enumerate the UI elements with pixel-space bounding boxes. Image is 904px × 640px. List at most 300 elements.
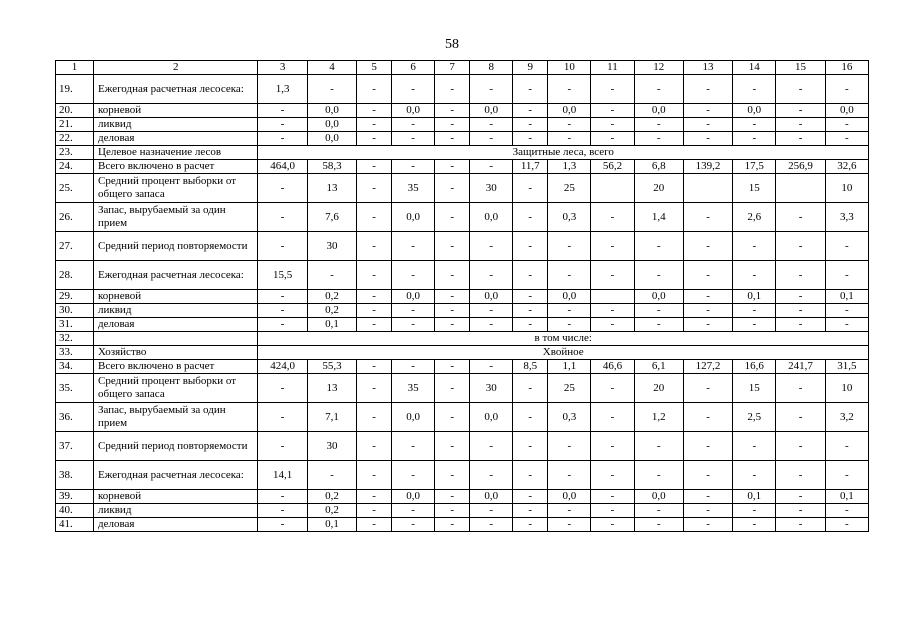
table-cell: - bbox=[392, 432, 435, 461]
row-number: 27. bbox=[56, 232, 94, 261]
table-cell: - bbox=[683, 75, 732, 104]
row-label: Ежегодная расчетная лесосека: bbox=[94, 461, 258, 490]
table-cell: - bbox=[733, 261, 776, 290]
table-cell: 30 bbox=[470, 374, 513, 403]
table-cell: - bbox=[776, 504, 825, 518]
table-cell: - bbox=[470, 160, 513, 174]
table-cell: - bbox=[392, 160, 435, 174]
table-cell: - bbox=[548, 75, 591, 104]
row-number: 34. bbox=[56, 360, 94, 374]
table-cell: - bbox=[634, 504, 683, 518]
table-cell: - bbox=[776, 318, 825, 332]
table-cell: - bbox=[470, 304, 513, 318]
table-cell: - bbox=[513, 374, 548, 403]
table-cell: - bbox=[435, 75, 470, 104]
table-cell: 58,3 bbox=[307, 160, 356, 174]
forest-data-table bbox=[55, 60, 869, 532]
table-cell: 0,0 bbox=[392, 490, 435, 504]
row-label: Запас, вырубаемый за один прием bbox=[94, 203, 258, 232]
table-cell: 0,1 bbox=[307, 318, 356, 332]
table-cell: 241,7 bbox=[776, 360, 825, 374]
column-header: 14 bbox=[733, 61, 776, 75]
table-cell: - bbox=[513, 132, 548, 146]
table-cell: - bbox=[513, 290, 548, 304]
column-header: 2 bbox=[94, 61, 258, 75]
table-cell: - bbox=[435, 203, 470, 232]
table-cell: - bbox=[435, 104, 470, 118]
table-cell: - bbox=[357, 403, 392, 432]
table-cell bbox=[776, 174, 825, 203]
table-cell: - bbox=[548, 504, 591, 518]
table-cell: - bbox=[776, 461, 825, 490]
table-cell: - bbox=[357, 304, 392, 318]
table-cell: - bbox=[634, 75, 683, 104]
table-cell: 3,2 bbox=[825, 403, 868, 432]
row-number: 31. bbox=[56, 318, 94, 332]
table-cell: - bbox=[591, 304, 634, 318]
table-row bbox=[56, 261, 869, 290]
column-header: 15 bbox=[776, 61, 825, 75]
table-cell bbox=[683, 174, 732, 203]
table-row bbox=[56, 75, 869, 104]
table-cell: - bbox=[591, 504, 634, 518]
table-cell: - bbox=[776, 232, 825, 261]
table-cell: - bbox=[733, 304, 776, 318]
column-header: 10 bbox=[548, 61, 591, 75]
table-row bbox=[56, 203, 869, 232]
table-cell bbox=[591, 290, 634, 304]
table-cell: - bbox=[683, 403, 732, 432]
table-row bbox=[56, 461, 869, 490]
table-cell: 464,0 bbox=[258, 160, 307, 174]
row-label: Хозяйство bbox=[94, 346, 258, 360]
table-cell: - bbox=[683, 504, 732, 518]
table-cell: 0,0 bbox=[634, 290, 683, 304]
table-cell: - bbox=[392, 232, 435, 261]
table-cell: - bbox=[825, 518, 868, 532]
table-cell: - bbox=[307, 261, 356, 290]
row-number: 23. bbox=[56, 146, 94, 160]
row-label: Средний период повторяемости bbox=[94, 232, 258, 261]
table-cell: - bbox=[435, 118, 470, 132]
table-cell: - bbox=[470, 360, 513, 374]
table-cell: - bbox=[392, 75, 435, 104]
table-cell: 0,0 bbox=[548, 490, 591, 504]
table-cell: - bbox=[392, 360, 435, 374]
table-cell: 56,2 bbox=[591, 160, 634, 174]
column-header: 6 bbox=[392, 61, 435, 75]
table-cell: - bbox=[258, 174, 307, 203]
table-cell: - bbox=[470, 261, 513, 290]
table-cell: - bbox=[513, 104, 548, 118]
table-row bbox=[56, 160, 869, 174]
table-cell: 8,5 bbox=[513, 360, 548, 374]
table-cell: - bbox=[825, 504, 868, 518]
table-cell: 0,1 bbox=[733, 290, 776, 304]
table-cell: 0,3 bbox=[548, 203, 591, 232]
table-cell: - bbox=[591, 232, 634, 261]
table-cell: - bbox=[591, 461, 634, 490]
table-cell: - bbox=[513, 432, 548, 461]
table-cell: - bbox=[591, 318, 634, 332]
table-cell: - bbox=[470, 504, 513, 518]
table-cell: - bbox=[258, 304, 307, 318]
table-cell: 0,0 bbox=[307, 118, 356, 132]
page-number: 58 bbox=[445, 37, 459, 52]
table-cell: - bbox=[392, 304, 435, 318]
table-cell: - bbox=[435, 360, 470, 374]
table-cell: - bbox=[258, 203, 307, 232]
row-label: Запас, вырубаемый за один прием bbox=[94, 403, 258, 432]
table-cell: 11,7 bbox=[513, 160, 548, 174]
column-header: 12 bbox=[634, 61, 683, 75]
table-cell: - bbox=[634, 318, 683, 332]
table-cell: - bbox=[513, 203, 548, 232]
table-cell: - bbox=[733, 504, 776, 518]
table-cell: - bbox=[683, 203, 732, 232]
row-number: 35. bbox=[56, 374, 94, 403]
table-cell: 13 bbox=[307, 174, 356, 203]
table-cell: - bbox=[513, 318, 548, 332]
table-cell: - bbox=[435, 132, 470, 146]
row-label: Всего включено в расчет bbox=[94, 160, 258, 174]
table-cell: - bbox=[357, 318, 392, 332]
row-label: деловая bbox=[94, 518, 258, 532]
table-cell: 127,2 bbox=[683, 360, 732, 374]
table-cell: - bbox=[733, 232, 776, 261]
row-number: 26. bbox=[56, 203, 94, 232]
table-cell: - bbox=[357, 360, 392, 374]
table-cell: 35 bbox=[392, 174, 435, 203]
table-cell: 0,0 bbox=[307, 104, 356, 118]
row-number: 32. bbox=[56, 332, 94, 346]
table-cell: 0,0 bbox=[392, 290, 435, 304]
table-cell: - bbox=[634, 304, 683, 318]
row-number: 40. bbox=[56, 504, 94, 518]
row-label: деловая bbox=[94, 132, 258, 146]
table-row bbox=[56, 504, 869, 518]
table-cell: 15 bbox=[733, 174, 776, 203]
row-number: 39. bbox=[56, 490, 94, 504]
table-cell: 25 bbox=[548, 374, 591, 403]
table-cell: - bbox=[548, 118, 591, 132]
table-cell: 0,0 bbox=[825, 104, 868, 118]
table-cell: 3,3 bbox=[825, 203, 868, 232]
table-cell: 32,6 bbox=[825, 160, 868, 174]
table-cell: - bbox=[591, 432, 634, 461]
table-cell: - bbox=[470, 432, 513, 461]
table-cell: - bbox=[357, 118, 392, 132]
table-cell: - bbox=[470, 461, 513, 490]
row-number: 36. bbox=[56, 403, 94, 432]
table-cell: - bbox=[357, 203, 392, 232]
table-cell: 0,1 bbox=[825, 490, 868, 504]
table-row bbox=[56, 432, 869, 461]
table-cell: - bbox=[591, 374, 634, 403]
table-row bbox=[56, 374, 869, 403]
merged-cell: Хвойное bbox=[258, 346, 869, 360]
table-cell: 15 bbox=[733, 374, 776, 403]
table-cell: 7,6 bbox=[307, 203, 356, 232]
table-cell: 0,0 bbox=[470, 104, 513, 118]
table-row bbox=[56, 403, 869, 432]
table-cell: - bbox=[513, 118, 548, 132]
table-cell: 0,0 bbox=[470, 403, 513, 432]
table-cell: - bbox=[357, 104, 392, 118]
table-cell: 55,3 bbox=[307, 360, 356, 374]
table-cell: - bbox=[825, 461, 868, 490]
table-cell: - bbox=[683, 318, 732, 332]
table-row bbox=[56, 360, 869, 374]
table-row bbox=[56, 104, 869, 118]
row-label: деловая bbox=[94, 318, 258, 332]
table-cell: - bbox=[258, 104, 307, 118]
table-cell: 35 bbox=[392, 374, 435, 403]
table-row bbox=[56, 332, 869, 346]
table-cell: 46,6 bbox=[591, 360, 634, 374]
table-cell: - bbox=[470, 232, 513, 261]
table-cell: - bbox=[683, 104, 732, 118]
table-cell: - bbox=[258, 132, 307, 146]
table-cell: 0,2 bbox=[307, 290, 356, 304]
table-cell: 0,0 bbox=[392, 403, 435, 432]
table-cell: - bbox=[683, 118, 732, 132]
table-cell: 0,0 bbox=[392, 203, 435, 232]
table-cell: 1,1 bbox=[548, 360, 591, 374]
table-cell: - bbox=[435, 490, 470, 504]
column-header: 8 bbox=[470, 61, 513, 75]
table-cell: - bbox=[435, 232, 470, 261]
table-cell: - bbox=[683, 232, 732, 261]
table-cell: - bbox=[513, 75, 548, 104]
table-cell: - bbox=[435, 174, 470, 203]
table-cell: 31,5 bbox=[825, 360, 868, 374]
table-cell: - bbox=[470, 318, 513, 332]
table-row bbox=[56, 304, 869, 318]
table-cell: - bbox=[776, 304, 825, 318]
table-cell: - bbox=[392, 518, 435, 532]
table-row bbox=[56, 118, 869, 132]
table-cell: 10 bbox=[825, 174, 868, 203]
table-cell: - bbox=[733, 318, 776, 332]
table-cell: - bbox=[513, 504, 548, 518]
table-cell: - bbox=[591, 132, 634, 146]
table-cell: - bbox=[357, 518, 392, 532]
table-cell: - bbox=[392, 132, 435, 146]
table-cell: 13 bbox=[307, 374, 356, 403]
table-cell: 0,0 bbox=[634, 490, 683, 504]
table-cell: - bbox=[513, 232, 548, 261]
row-number: 30. bbox=[56, 304, 94, 318]
table-cell: 0,0 bbox=[392, 104, 435, 118]
column-header: 7 bbox=[435, 61, 470, 75]
table-cell: - bbox=[776, 132, 825, 146]
table-cell: - bbox=[357, 374, 392, 403]
row-label: ликвид bbox=[94, 118, 258, 132]
table-cell: - bbox=[591, 75, 634, 104]
table-cell: - bbox=[392, 261, 435, 290]
table-cell: - bbox=[548, 261, 591, 290]
table-cell: 2,5 bbox=[733, 403, 776, 432]
table-cell: - bbox=[357, 132, 392, 146]
row-number: 28. bbox=[56, 261, 94, 290]
table-cell: 0,2 bbox=[307, 304, 356, 318]
table-cell: - bbox=[357, 290, 392, 304]
table-cell: 139,2 bbox=[683, 160, 732, 174]
table-cell: - bbox=[513, 461, 548, 490]
table-row bbox=[56, 174, 869, 203]
table-cell: - bbox=[258, 403, 307, 432]
table-row bbox=[56, 346, 869, 360]
table-cell: - bbox=[683, 374, 732, 403]
table-cell: 30 bbox=[470, 174, 513, 203]
table-cell: - bbox=[513, 403, 548, 432]
table-cell: - bbox=[683, 432, 732, 461]
table-cell: - bbox=[825, 304, 868, 318]
table-cell: 25 bbox=[548, 174, 591, 203]
table-cell: 0,1 bbox=[307, 518, 356, 532]
row-label: Средний процент выборки от общего запаса bbox=[94, 374, 258, 403]
table-cell: - bbox=[258, 374, 307, 403]
table-cell: 0,0 bbox=[733, 104, 776, 118]
table-cell: - bbox=[548, 132, 591, 146]
table-cell: - bbox=[776, 203, 825, 232]
table-cell: - bbox=[548, 318, 591, 332]
merged-cell: Защитные леса, всего bbox=[258, 146, 869, 160]
table-cell: - bbox=[435, 432, 470, 461]
table-cell: - bbox=[776, 518, 825, 532]
table-cell: - bbox=[634, 118, 683, 132]
table-cell: 0,0 bbox=[634, 104, 683, 118]
table-cell: - bbox=[357, 232, 392, 261]
table-cell: 256,9 bbox=[776, 160, 825, 174]
table-cell: - bbox=[392, 461, 435, 490]
table-cell: - bbox=[776, 374, 825, 403]
table-cell: 0,0 bbox=[548, 104, 591, 118]
table-cell: - bbox=[435, 261, 470, 290]
table-cell: 424,0 bbox=[258, 360, 307, 374]
table-row bbox=[56, 232, 869, 261]
row-label: Целевое назначение лесов bbox=[94, 146, 258, 160]
table-cell: 0,1 bbox=[733, 490, 776, 504]
table-cell: 0,1 bbox=[825, 290, 868, 304]
row-number: 21. bbox=[56, 118, 94, 132]
table-cell: - bbox=[548, 304, 591, 318]
row-label: корневой bbox=[94, 490, 258, 504]
table-cell: - bbox=[357, 461, 392, 490]
table-cell: - bbox=[825, 432, 868, 461]
row-label: ликвид bbox=[94, 504, 258, 518]
table-cell: - bbox=[392, 118, 435, 132]
table-cell: - bbox=[258, 490, 307, 504]
table-cell: 0,0 bbox=[470, 490, 513, 504]
table-cell: - bbox=[513, 174, 548, 203]
table-cell: - bbox=[357, 261, 392, 290]
table-cell: - bbox=[548, 518, 591, 532]
table-cell: - bbox=[435, 518, 470, 532]
row-label: Ежегодная расчетная лесосека: bbox=[94, 261, 258, 290]
column-header: 13 bbox=[683, 61, 732, 75]
table-cell: - bbox=[548, 432, 591, 461]
table-cell: - bbox=[733, 518, 776, 532]
table-cell: - bbox=[307, 75, 356, 104]
table-cell: - bbox=[258, 518, 307, 532]
table-cell: - bbox=[258, 318, 307, 332]
column-header: 16 bbox=[825, 61, 868, 75]
table-cell: 0,3 bbox=[548, 403, 591, 432]
table-cell: 0,0 bbox=[470, 203, 513, 232]
table-cell: - bbox=[513, 261, 548, 290]
table-cell: 30 bbox=[307, 232, 356, 261]
table-cell: - bbox=[357, 174, 392, 203]
table-cell: - bbox=[307, 461, 356, 490]
table-cell: 1,4 bbox=[634, 203, 683, 232]
table-cell: - bbox=[591, 403, 634, 432]
table-cell: - bbox=[776, 290, 825, 304]
table-cell: - bbox=[733, 118, 776, 132]
table-cell: - bbox=[825, 318, 868, 332]
table-cell: 30 bbox=[307, 432, 356, 461]
row-number: 19. bbox=[56, 75, 94, 104]
row-number: 33. bbox=[56, 346, 94, 360]
table-cell: - bbox=[591, 261, 634, 290]
table-cell: - bbox=[634, 461, 683, 490]
table-cell: 0,2 bbox=[307, 504, 356, 518]
table-cell: - bbox=[435, 304, 470, 318]
table-cell: - bbox=[258, 290, 307, 304]
table-cell: - bbox=[435, 318, 470, 332]
table-cell: - bbox=[776, 75, 825, 104]
table-cell: - bbox=[392, 504, 435, 518]
row-number: 37. bbox=[56, 432, 94, 461]
table-cell: - bbox=[683, 461, 732, 490]
table-cell: 1,3 bbox=[258, 75, 307, 104]
table-cell: - bbox=[776, 261, 825, 290]
table-cell: 0,0 bbox=[548, 290, 591, 304]
table-cell: - bbox=[513, 304, 548, 318]
table-cell bbox=[591, 174, 634, 203]
table-row bbox=[56, 146, 869, 160]
table-cell: - bbox=[591, 490, 634, 504]
row-number: 22. bbox=[56, 132, 94, 146]
table-cell: 17,5 bbox=[733, 160, 776, 174]
row-number: 41. bbox=[56, 518, 94, 532]
table-cell: - bbox=[258, 118, 307, 132]
table-cell: 0,0 bbox=[470, 290, 513, 304]
merged-cell: в том числе: bbox=[258, 332, 869, 346]
table-cell: 7,1 bbox=[307, 403, 356, 432]
table-cell: - bbox=[435, 160, 470, 174]
table-row bbox=[56, 518, 869, 532]
table-cell: - bbox=[591, 118, 634, 132]
table-row bbox=[56, 132, 869, 146]
table-cell: - bbox=[733, 75, 776, 104]
table-cell: - bbox=[634, 432, 683, 461]
table-cell: - bbox=[591, 104, 634, 118]
column-header: 4 bbox=[307, 61, 356, 75]
table-cell: 1,3 bbox=[548, 160, 591, 174]
table-cell: 0,2 bbox=[307, 490, 356, 504]
table-cell: 6,1 bbox=[634, 360, 683, 374]
column-header: 9 bbox=[513, 61, 548, 75]
row-label: корневой bbox=[94, 104, 258, 118]
table-cell: - bbox=[825, 132, 868, 146]
row-number: 24. bbox=[56, 160, 94, 174]
row-label: Всего включено в расчет bbox=[94, 360, 258, 374]
table-cell: 15,5 bbox=[258, 261, 307, 290]
table-cell: - bbox=[733, 432, 776, 461]
table-cell: - bbox=[470, 518, 513, 532]
